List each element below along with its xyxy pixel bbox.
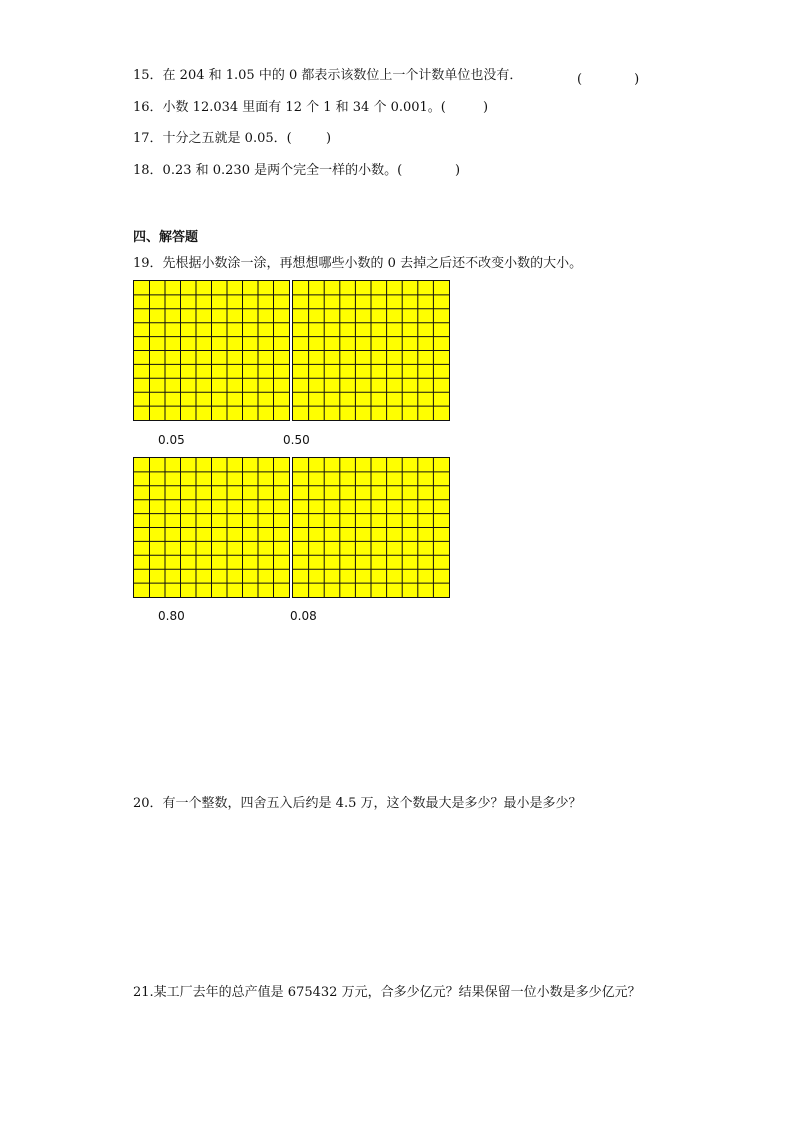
question-number: 18．	[133, 163, 163, 178]
grid-label: 0.05	[158, 433, 185, 447]
question-number: 15．	[133, 68, 163, 83]
question-text: 在 204 和 1.05 中的 0 都表示该数位上一个计数单位也没有．	[162, 68, 523, 83]
hundred-grid-1[interactable]	[133, 280, 290, 421]
question-16	[133, 100, 446, 116]
section-heading: 四、解答题	[133, 230, 199, 245]
question-number: 17．	[133, 131, 163, 146]
grid-label: 0.50	[283, 433, 310, 447]
question-21: 21.某工厂去年的总产值是 675432 万元，合多少亿元？结果保留一位小数是多少亿元？	[133, 985, 641, 1000]
question-19: 19．先根据小数涂一涂，再想想哪些小数的 0 去掉之后还不改变小数的大小。	[133, 256, 583, 271]
question-text: 小数 12.034 里面有 12 个 1 和 34 个 0.001。(	[162, 100, 446, 115]
hundred-grid-3[interactable]	[133, 457, 290, 598]
grid-lines	[134, 458, 289, 597]
question-17	[133, 131, 292, 147]
answer-parenthesis: )	[326, 131, 332, 146]
question-text: 0.23 和 0.230 是两个完全一样的小数。(	[162, 163, 403, 178]
question-text: 十分之五就是 0.05．(	[162, 131, 292, 146]
question-15	[133, 68, 522, 84]
grid-lines	[293, 458, 449, 597]
grid-label: 0.08	[290, 609, 317, 623]
question-20: 20．有一个整数，四舍五入后约是 4.5 万，这个数最大是多少？最小是多少？	[133, 796, 582, 811]
answer-parenthesis: )	[455, 163, 461, 178]
grid-label: 0.80	[158, 609, 185, 623]
question-number: 16．	[133, 100, 163, 115]
grid-lines	[293, 281, 449, 420]
answer-parenthesis: )	[483, 100, 489, 115]
hundred-grid-4[interactable]	[292, 457, 450, 598]
grid-lines	[134, 281, 289, 420]
question-18	[133, 163, 402, 179]
hundred-grid-2[interactable]	[292, 280, 450, 421]
answer-parenthesis: ( )	[577, 72, 640, 87]
